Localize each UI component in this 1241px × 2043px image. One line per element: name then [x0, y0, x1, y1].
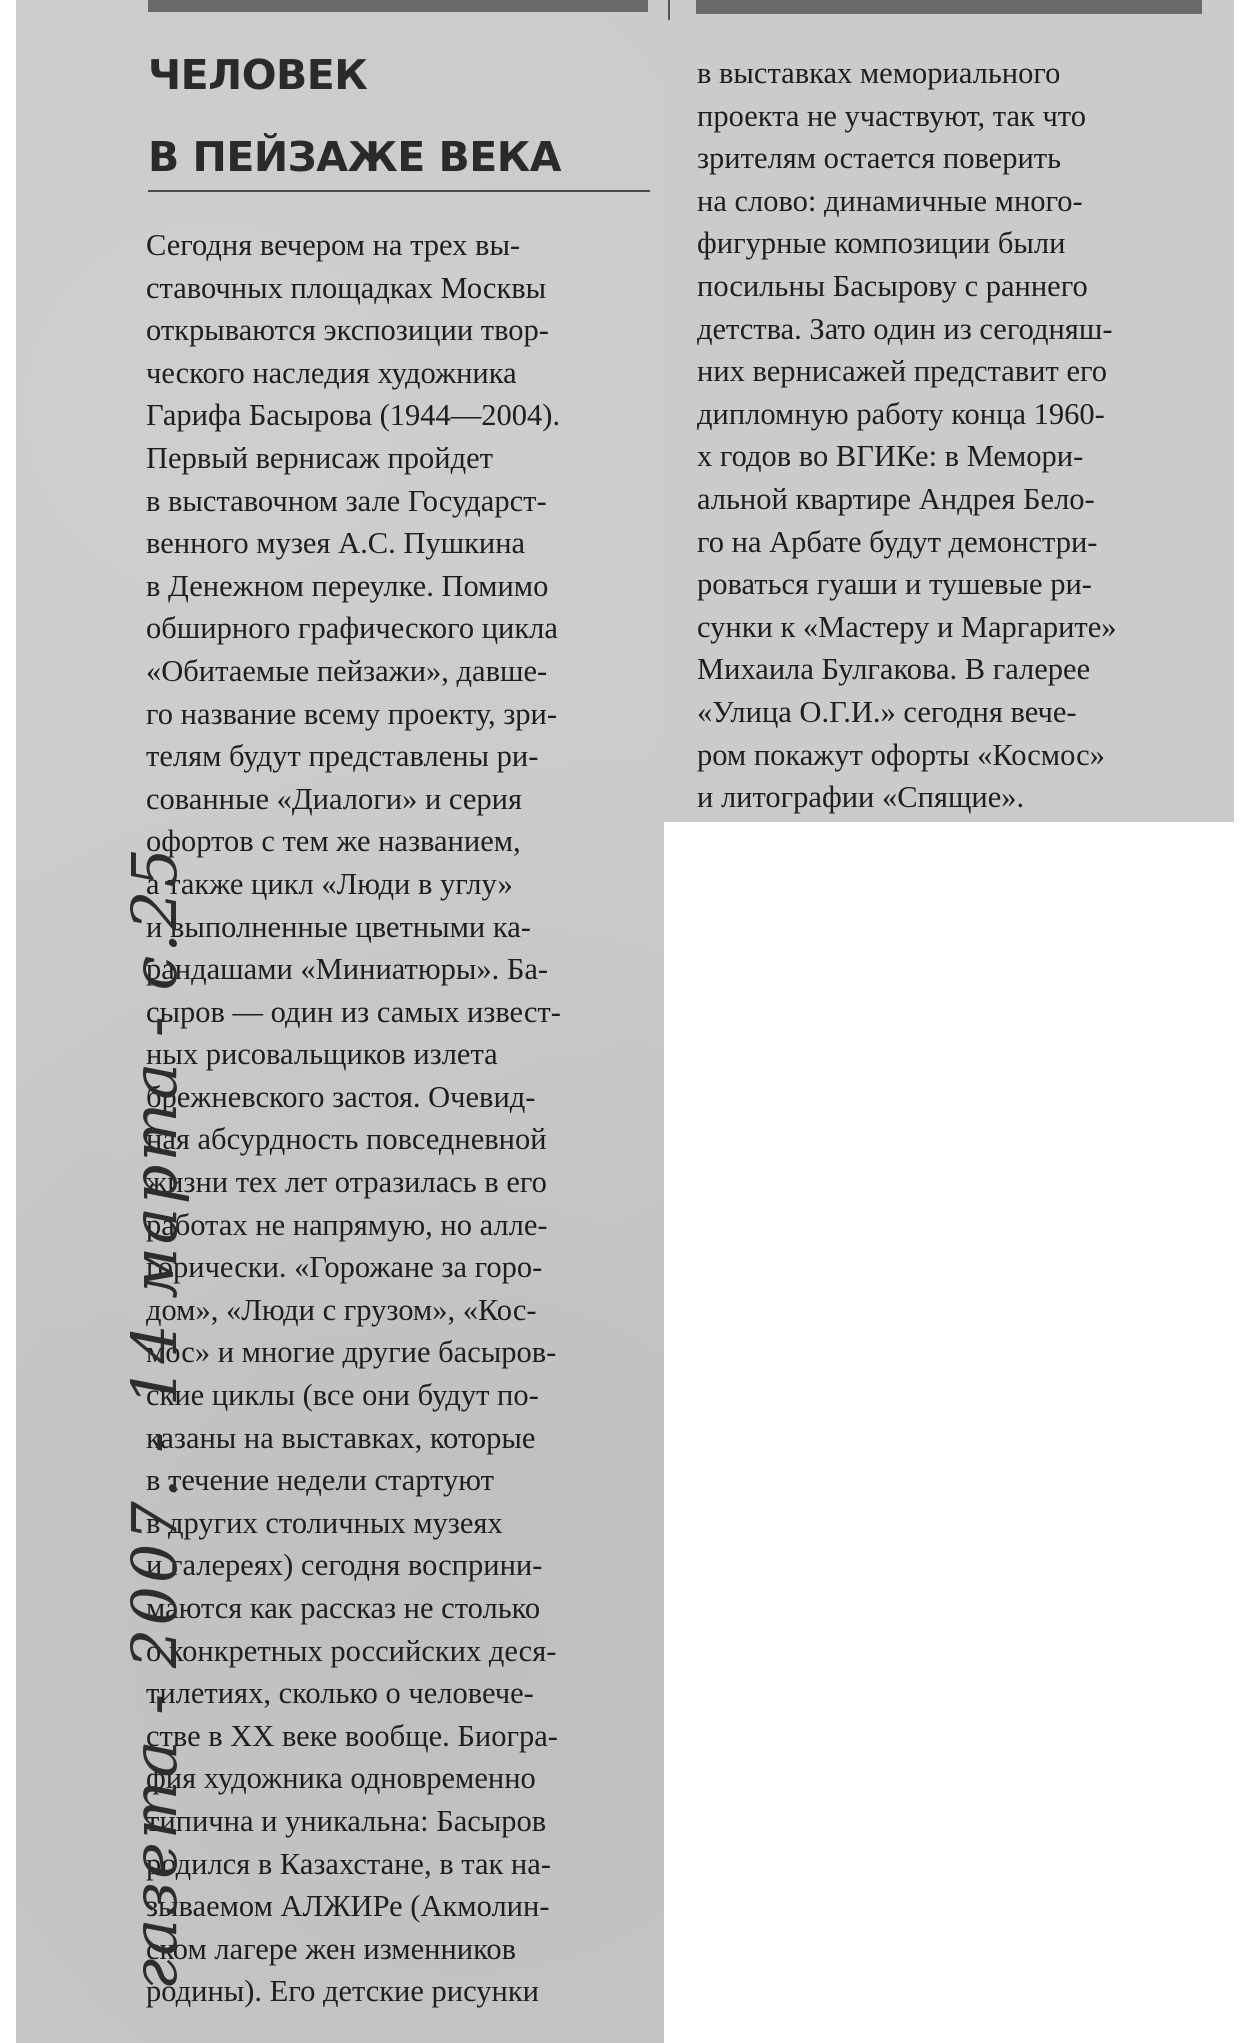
text-line: в Денежном переулке. Помимо	[146, 568, 549, 603]
text-line: мос» и многие другие басыров-	[146, 1335, 557, 1370]
text-line: и литографии «Спящие».	[697, 780, 1025, 815]
text-line: стве в XX веке вообще. Биогра-	[146, 1718, 558, 1753]
text-line: зываемом АЛЖИРе (Акмолин-	[146, 1889, 550, 1924]
text-line: дом», «Люди с грузом», «Кос-	[146, 1292, 537, 1327]
text-line: детства. Зато один из сегодняш-	[697, 311, 1113, 346]
text-line: Сегодня вечером на трех вы-	[146, 228, 521, 262]
text-line: фигурные композиции были	[697, 226, 1066, 261]
text-line: роваться гуаши и тушевые ри-	[697, 567, 1092, 602]
text-line: го название всему проекту, зри-	[146, 696, 558, 731]
text-line: проекта не участвуют, так что	[697, 98, 1086, 133]
text-line: зрителям остается поверить	[697, 141, 1062, 176]
text-line: ных рисовальщиков излета	[146, 1037, 498, 1072]
text-line: ческого наследия художника	[146, 355, 517, 390]
column-divider	[668, 0, 670, 20]
top-rule-right	[696, 0, 1202, 14]
text-line: Гарифа Басырова (1944—2004).	[146, 398, 561, 433]
text-line: посильны Басырову с раннего	[697, 268, 1088, 303]
text-line: родился в Казахстане, в так на-	[146, 1846, 551, 1881]
text-line: работах не напрямую, но алле-	[146, 1207, 548, 1242]
text-line: рандашами «Миниатюры». Ба-	[146, 952, 549, 987]
headline-rule	[148, 190, 650, 192]
text-line: тилетиях, сколько о человече-	[146, 1676, 534, 1711]
text-line: брежневского застоя. Очевид-	[146, 1079, 536, 1114]
text-line: горически. «Горожане за горо-	[146, 1250, 543, 1285]
top-rule-left	[148, 0, 648, 12]
text-line: о конкретных российских деся-	[146, 1633, 557, 1668]
text-line: жизни тех лет отразилась в его	[146, 1165, 547, 1200]
text-line: открываются экспозиции твор-	[146, 313, 549, 348]
text-line: ставочных площадках Москвы	[146, 270, 547, 305]
text-line: в выставках мемориального	[697, 56, 1061, 90]
text-line: сунки к «Мастеру и Маргарите»	[697, 609, 1117, 644]
text-line: и галереях) сегодня восприни-	[146, 1548, 543, 1583]
text-line: «Улица О.Г.И.» сегодня вече-	[697, 694, 1077, 729]
text-line: «Обитаемые пейзажи», давше-	[146, 653, 548, 688]
text-line: маются как рассказ не столько	[146, 1591, 541, 1625]
text-line: сыров — один из самых извест-	[146, 994, 561, 1029]
text-line: обширного графического цикла	[146, 611, 558, 646]
text-line: дипломную работу конца 1960-	[697, 396, 1105, 431]
text-line: ром покажут офорты «Космос»	[697, 737, 1105, 772]
article-right-column	[697, 52, 1217, 819]
headline-line-2: В ПЕЙЗАЖЕ ВЕКА	[148, 133, 561, 181]
text-line: ная абсурдность повседневной	[146, 1122, 547, 1157]
text-line: офортов с тем же названием,	[146, 824, 521, 859]
text-line: телям будут представлены ри-	[146, 739, 539, 774]
text-line: Михаила Булгакова. В галерее	[697, 652, 1091, 687]
text-line: а также цикл «Люди в углу»	[146, 866, 513, 901]
text-line: фия художника одновременно	[146, 1761, 536, 1796]
text-line: и выполненные цветными ка-	[146, 909, 531, 944]
article-headline	[148, 34, 648, 198]
text-line: в течение недели стартуют	[146, 1463, 495, 1498]
text-line: в других столичных музеях	[146, 1505, 503, 1540]
article-left-column	[146, 224, 656, 2013]
text-line: ском лагере жен изменников	[146, 1931, 517, 1966]
headline-line-1: ЧЕЛОВЕК	[148, 51, 368, 99]
text-line: на слово: динамичные много-	[697, 183, 1083, 218]
text-line: го на Арбате будут демонстри-	[697, 524, 1098, 559]
text-line: сованные «Диалоги» и серия	[146, 781, 522, 816]
text-line: альной квартире Андрея Бело-	[697, 481, 1095, 516]
text-line: ские циклы (все они будут по-	[146, 1378, 539, 1413]
text-line: казаны на выставках, которые	[146, 1420, 536, 1455]
text-line: них вернисажей представит его	[697, 354, 1107, 389]
text-line: венного музея А.С. Пушкина	[146, 526, 526, 561]
handwritten-source-note: газета - 2007. - 14 марта - с.25	[118, 845, 191, 1990]
text-line: в выставочном зале Государст-	[146, 483, 547, 518]
text-line: х годов во ВГИКе: в Мемори-	[697, 439, 1084, 474]
text-line: Первый вернисаж пройдет	[146, 440, 493, 475]
text-line: типична и уникальна: Басыров	[146, 1803, 547, 1838]
text-line: родины). Его детские рисунки	[146, 1974, 539, 2009]
